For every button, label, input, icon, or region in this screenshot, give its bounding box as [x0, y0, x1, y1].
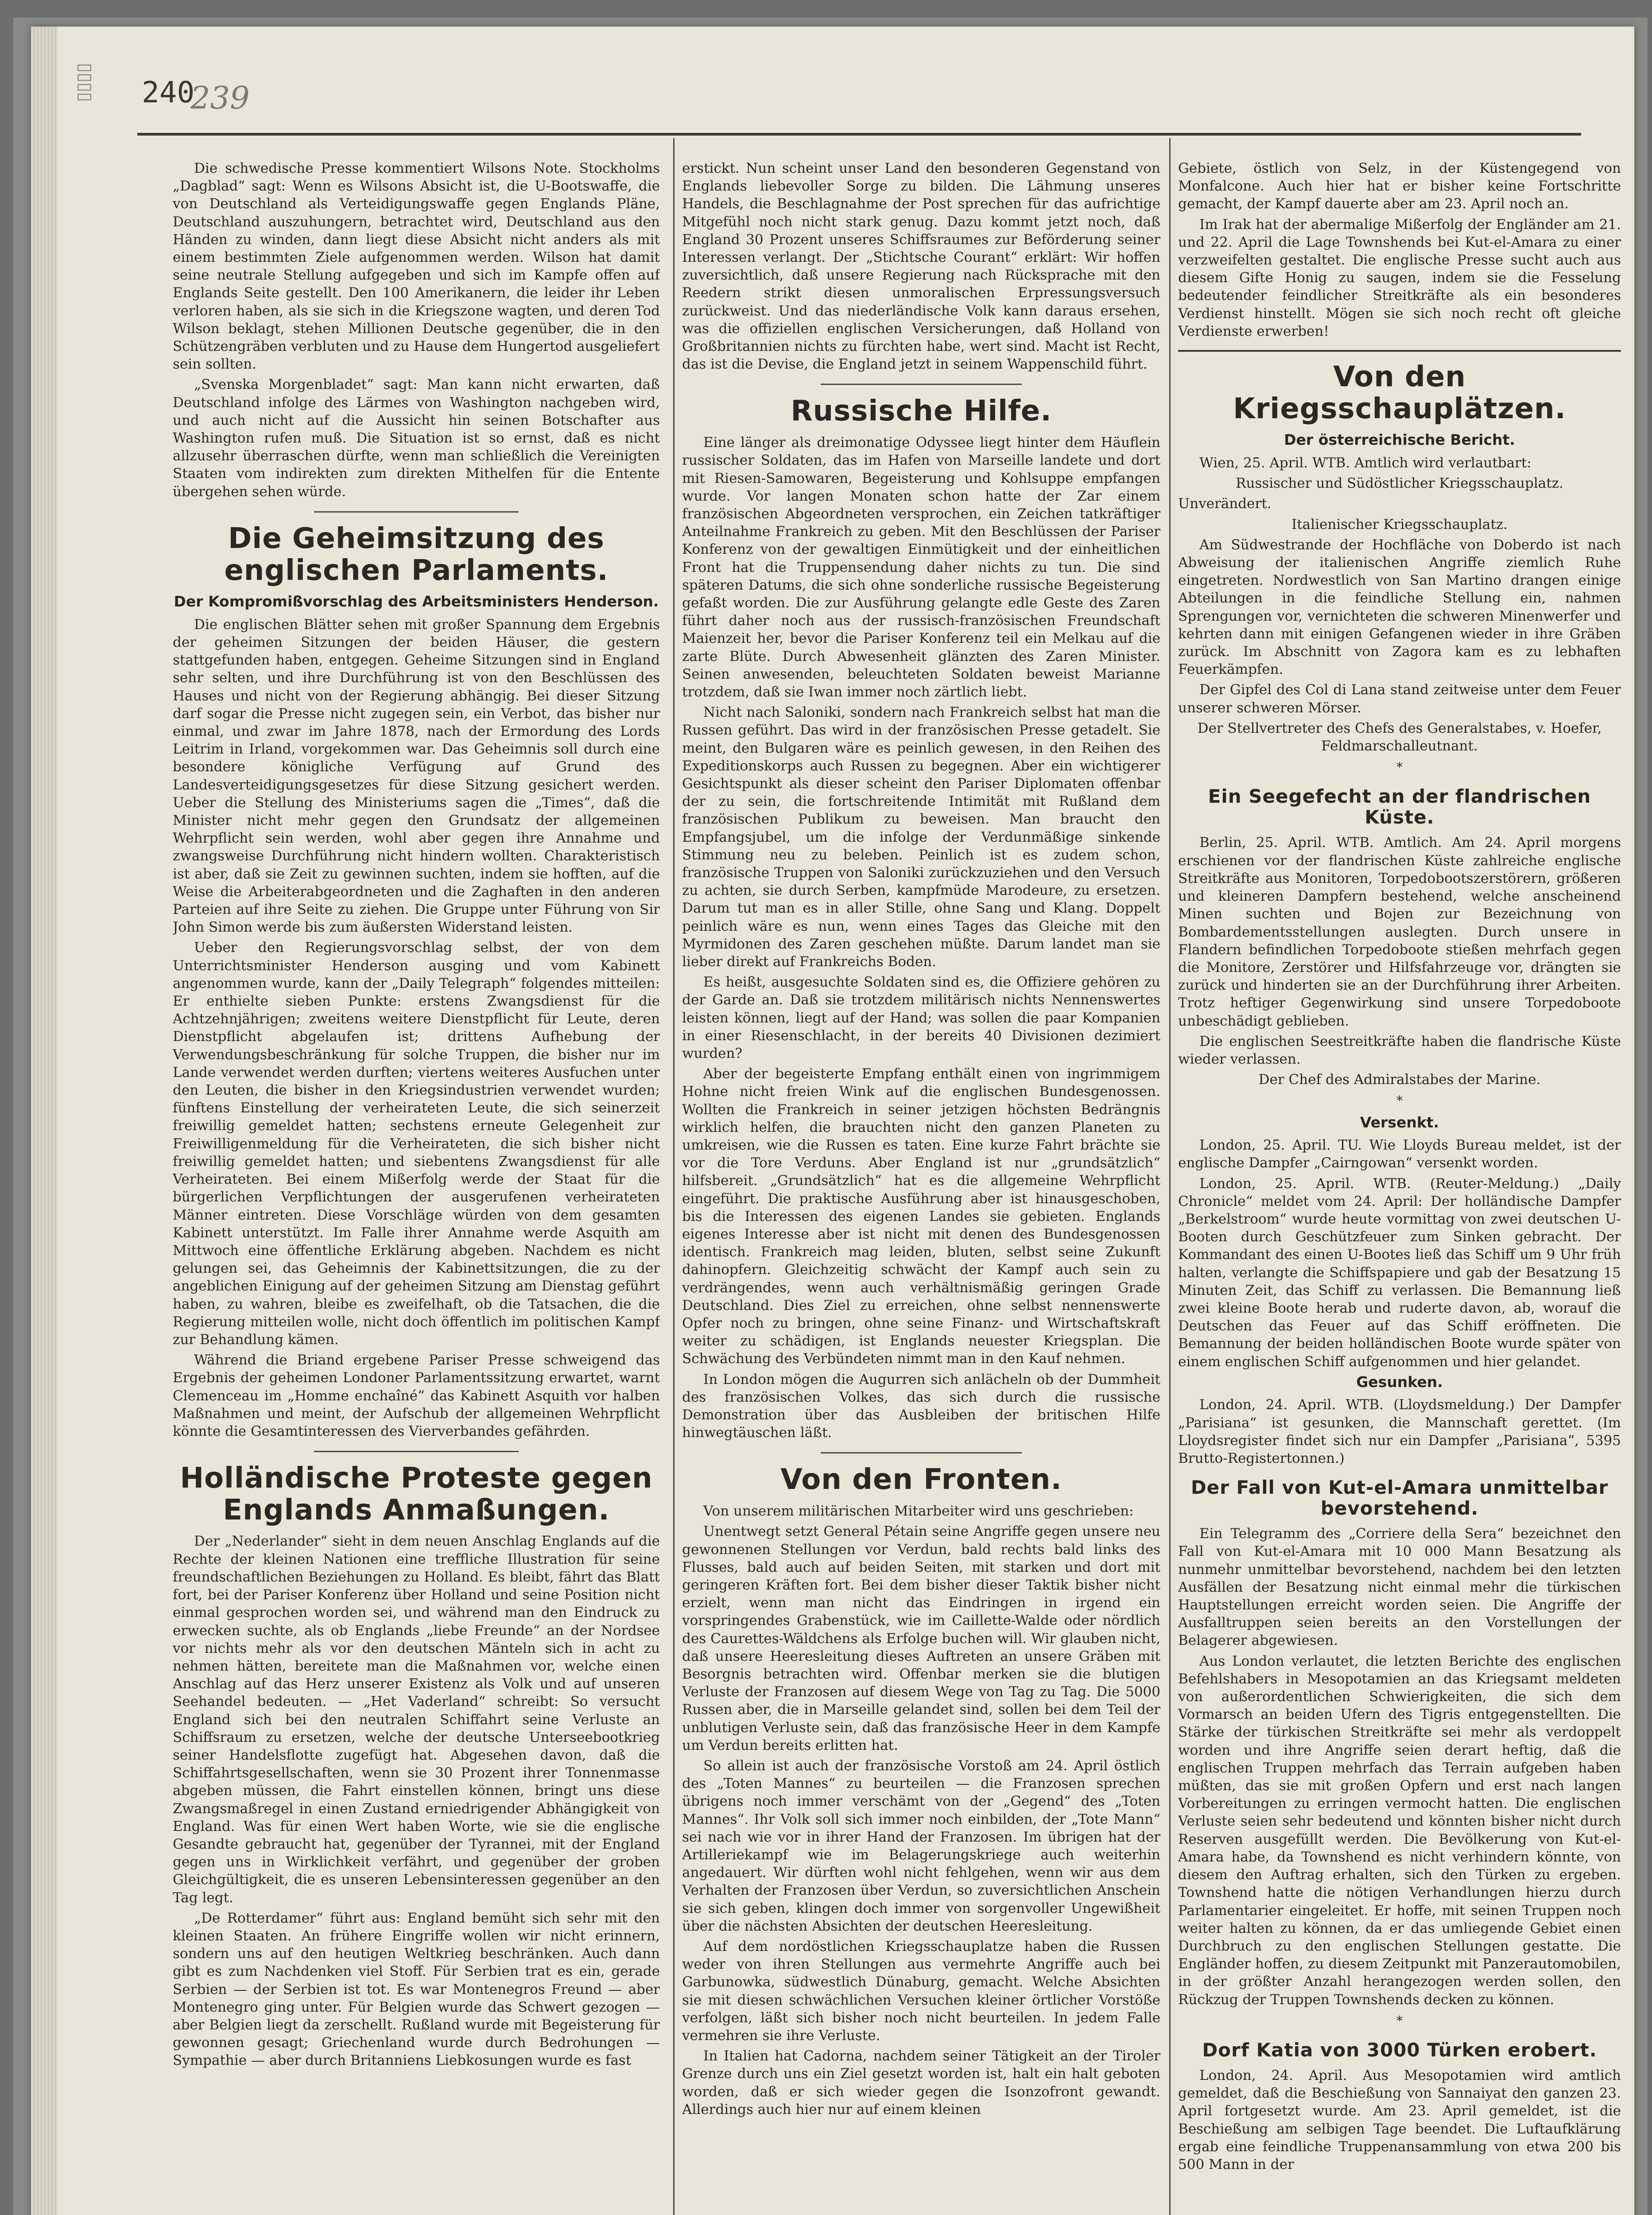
- paragraph: erstickt. Nun scheint unser Land den besonderen Gegenstand von Englands liebevoller Sorge zu bilden. Die Lähmung unseres Handels, die Beschlagnahme der Post sprechen für das aufrichtige Mitgefühl noch nicht stark genug. Dazu kommt jetzt noch, daß England 30 Prozent unseres Schiffsraumes zur Beförderung seiner Interessen verlangt. Der „Stichtsche Courant“ erklärt: Wir hoffen zuversichtlich, daß unsere Regierung nach Rücksprache mit den Reedern strikt diesen unmoralischen Erpressungsversuch zurückweist. Und das niederländische Volk kann daraus ersehen, was die offiziellen englischen Versicherungen, daß Holland von Großbritannien nichts zu fürchten habe, wert sind. Macht ist Recht, das ist die Devise, die England jetzt in seinem Wappenschild führt.: [682, 160, 1160, 373]
- paragraph: Eine länger als dreimonatige Odyssee liegt hinter dem Häuflein russischer Soldaten, das im Hafen von Marseille landete und dort mit Riesen-Samowaren, Begeisterung und Kohlsuppe empfangen wurde. Vor langen Monaten schon hatte der Zar einem französischen Abgeordneten versprochen, ein Zeichen tatkräftiger Anteilnahme Frankreich zu geben. Mit den Beschlüssen der Pariser Konferenz von der gewaltigen Einmütigkeit und der einheitlichen Front hat die Truppensendung daher nichts zu tun. Die sind späteren Datums, die sich ohne sonderliche russische Begeisterung gefaßt worden. Die zur Ausführung gelangte edle Geste des Zaren führt daher noch aus der russisch-französischen Freundschaft Maienzeit her, bevor die Pariser Konferenz teil ein Melkau auf die zarte Blüte. Durch Abwesenheit glänzten des Zaren Minister. Seinen anwesenden, beleuchteten Soldaten beweist Marianne trotzdem, daß sie Iwan immer noch zärtlich liebt.: [682, 435, 1160, 700]
- signature: Der Chef des Admiralstabes der Marine.: [1258, 1072, 1541, 1088]
- paragraph: Unentwegt setzt General Pétain seine Angriffe gegen unsere neu gewonnenen Stellungen vor Verdun, bald rechts bald links des Flusses, bald auch auf beiden Seiten, mit starken und dort mit geringeren Kräften fort. Bei dem bisher dieser Taktik bisher nicht erzielt, wenn man nicht das Eindringen in irgend ein vorspringendes Grabenstück, wie im Caillette-Walde oder nördlich des Caurettes-Wäldchens als Erfolge buchen will. Wir glauben nicht, daß unsere Heeresleitung dieses Auftreten an unsere Gräben mit Besorgnis betrachten wird. Offenbar merken sie die blutigen Verluste der Franzosen auf diesem Wege von Tag zu Tag. Die 5000 Russen aber, die in Marseille gelandet sind, sollen bei dem Teil der unblutigen Verluste sein, daß das französische Heer in dem Kampfe um Verdun bereits erlitten hat.: [682, 1523, 1160, 1753]
- paragraph: Aus London verlautet, die letzten Berichte des englischen Befehlshabers in Mesopotamien an das Kriegsamt meldeten von außerordentlichen Schwierigkeiten, die sich dem Vormarsch an beiden Ufern des Tigris entgegenstellten. Die Stärke der türkischen Streitkräfte sei mehr als verdoppelt worden und ihre Angriffe seien derart heftig, daß die englischen Truppen mehrfach das Terrain aufgeben haben müßten, das sie mit großen Opfern und erst nach langen Vorbereitungen zu erringen vermocht hatten. Die englischen Verluste seien sehr bedeutend und könnten bisher nicht durch Reserven ausgefüllt werden. Die Bevölkerung von Kut-el-Amara habe, da Townshend es nicht verhindern könnte, von diesem den Auftrag erhalten, sich den Türken zu ergeben. Townshend hatte die nötigen Verhandlungen hierzu durch Parlamentarier eingeleitet. Er hoffe, mit seinen Truppen noch weiter halten zu können, da er das umliegende Gebiet einen Durchbruch zu den englischen Stellungen gestatte. Die Engländer hoffen, zu diesem Zeitpunkt mit Panzerautomobilen, in der größter Anzahl herangezogen werden sollen, den Rückzug der Truppen Townshends decken zu können.: [1178, 1653, 1621, 2008]
- paragraph: Am Südwestrande der Hochfläche von Doberdo ist nach Abweisung der italienischen Angriffe ziemlich Ruhe eingetreten. Nordwestlich von San Martino drangen einige Abteilungen in die feindliche Stellung ein, nahmen Sprengungen vor, vernichteten die schweren Minenwerfer und kehrten dann mit einigen Gefangenen wieder in ihre Gräben zurück. Im Abschnitt von Zagora kam es zu lebhaften Feuerkämpfen.: [1178, 536, 1621, 678]
- paragraph: „Svenska Morgenbladet“ sagt: Man kann nicht erwarten, daß Deutschland infolge des Lärmes von Washington nachgeben wird, und auch nicht auf die Aussicht hin seinen Botschafter aus Washington rufen muß. Die Situation ist so ernst, daß es nicht allzusehr überraschen dürfte, wenn man schließlich die Vereinigten Staaten vom indirekten zum direkten Mithelfen für die Entente übergehen sehen würde.: [173, 377, 660, 500]
- paragraph: Der Gipfel des Col di Lana stand zeitweise unter dem Feuer unserer schweren Mörser.: [1178, 682, 1621, 716]
- column-3: [1178, 159, 1621, 2215]
- subheadline: Der Kompromißvorschlag des Arbeitsministers Henderson.: [174, 593, 659, 610]
- headline: Der Fall von Kut-el-Amara unmittelbar bevorstehend.: [1191, 1477, 1609, 1519]
- separator: [821, 384, 1022, 385]
- library-stamp: ▯▯▯▯: [73, 62, 93, 102]
- paragraph: London, 24. April. WTB. (Lloydsmeldung.) Der Dampfer „Parisiana“ ist gesunken, die Mannschaft gerettet. (Im Lloydsregister findet sich nur ein Dampfer „Parisiana“, 5395 Brutto-Registertonnen.): [1178, 1397, 1621, 1466]
- column-rule: [1169, 138, 1171, 2215]
- paragraph: Unverändert.: [1178, 496, 1272, 512]
- paragraph: Der „Nederlander“ sieht in dem neuen Anschlag Englands auf die Rechte der kleinen Nationen eine treffliche Illustration für seine freundschaftlichen Beziehungen zu Holland. Es bleibt, fährt das Blatt fort, bei der Pariser Konferenz über Holland und seine Position nicht einmal gesprochen worden sei, und während man den Eindruck zu erwecken suchte, als ob Englands „liebe Freunde“ an der Nordsee vor nichts mehr als vor den deutschen Mänteln sich in acht zu nehmen hätten, bereitete man die Maßnahmen vor, welche einen Anschlag auf das Herz unserer Existenz als Volk und auf unseren Seehandel bedeuten. — „Het Vaderland“ schreibt: So versucht England sich bei den neutralen Schiffahrt seine Verluste an Schiffsraum zu ersetzen, welche der deutsche Unterseebootkrieg seiner Handelsflotte zugefügt hat. Abgesehen davon, daß die Schiffahrtsgesellschaften, wenn sie 30 Prozent ihrer Tonnenmasse abgeben müssen, die Fahrt einstellen können, bringt uns diese Zwangsmaßregel in einen Zustand erniedrigender Abhängigkeit von England. Was für einen Wert haben Worte, wie sie die englische Gesandte gebraucht hat, gegenüber der Tyrannei, mit der England gegen uns in Wirklichkeit verfährt, und gegenüber der groben Gleichgültigkeit, die es unseren Lebensinteressen gegenüber an den Tag legt.: [173, 1533, 660, 1906]
- column-rule: [673, 138, 675, 2215]
- handwritten-page-number: 239: [190, 80, 250, 116]
- subheadline: Versenkt.: [1360, 1113, 1439, 1131]
- star-divider: *: [1396, 760, 1403, 775]
- headline: Die Geheimsitzung des englischen Parlaments.: [224, 522, 609, 587]
- paragraph: Es heißt, ausgesuchte Soldaten sind es, die Offiziere gehören zu der Garde an. Daß sie trotzdem militärisch nichts Nennenswertes leisten können, liegt auf der Hand; was sollen die paar Kompanien in einer Riesenschlacht, in der bereits 40 Divisionen dezimiert wurden?: [682, 974, 1160, 1062]
- paragraph: London, 24. April. Aus Mesopotamien wird amtlich gemeldet, daß die Beschießung von Sannaiyat den ganzen 23. April fortgesetzt wurde. Am 23. April gemeldet, ist die Beschießung am selbigen Tage beendet. Die Luftaufklärung ergab eine feindliche Truppenansammlung von etwa 200 bis 500 Mann in der: [1178, 2067, 1621, 2172]
- paragraph: Berlin, 25. April. WTB. Amtlich. Am 24. April morgens erschienen vor der flandrischen Küste zahlreiche englische Streitkräfte aus Monitoren, Torpedobootszerstörern, größeren und kleineren Dampfern bestehend, welche anscheinend Minen suchten und Bojen zur Bezeichnung von Bombardementsstellungen auslegten. Durch unsere in Flandern befindlichen Torpedoboote stießen mehrfach gegen die Monitore, Zerstörer und Hilfsfahrzeuge vor, drängten sie zurück und hinderten sie an der Durchführung ihrer Arbeiten. Trotz heftiger Gegenwirkung sind unsere Torpedoboote unbeschädigt geblieben.: [1178, 835, 1621, 1029]
- headline: Russische Hilfe.: [791, 395, 1052, 428]
- paragraph: London, 25. April. WTB. (Reuter-Meldung.) „Daily Chronicle“ meldet vom 24. April: Der holländische Dampfer „Berkelstroom“ wurde heute vormittag von zwei deutschen U-Booten durch Geschützfeuer zum Sinken gebracht. Der Kommandant des einen U-Bootes ließ das Schiff um 9 Uhr früh halten, verlangte die Schiffspapiere und gab der Besatzung 15 Minuten Zeit, das Schiff zu verlassen. Die Bemannung ließ zwei kleine Boote herab und ruderte davon, ab, worauf die Deutschen das Feuer auf das Schiff eröffneten. Die Bemannung der beiden holländischen Boote wurde später von einem englischen Schiff aufgenommen und hier gelandet.: [1178, 1175, 1621, 1370]
- paragraph: Gebiete, östlich von Selz, in der Küstengegend von Monfalcone. Auch hier hat er bisher keine Fortschritte gemacht, der Kampf dauerte aber am 23. April noch an.: [1178, 160, 1621, 212]
- paragraph: Die englischen Blätter sehen mit großer Spannung dem Ergebnis der geheimen Sitzungen der beiden Häuser, die gestern stattgefunden haben, entgegen. Geheime Sitzungen sind in England sehr selten, und ihre Durchführung ist von den Beschlüssen des Hauses und nicht von der Regierung abhängig. Bei dieser Sitzung darf sogar die Presse nicht zugegen sein, ein Verbot, das bisher nur einmal, und zwar im Jahre 1878, nach der Ermordung des Lords Leitrim in Irland, vorgekommen war. Das Geheimnis soll durch eine besondere königliche Verfügung auf Grund des Landesverteidigungsgesetzes für diese Sitzung gesichert werden. Ueber die Stellung des Ministeriums sagen die „Times“, daß die Minister nicht mehr gegen den Grundsatz der allgemeinen Wehrpflicht sein werden, wohl aber gegen ihre Annahme und zwangsweise Durchführung nicht hindern wollten. Charakteristisch ist aber, daß sie Zeit zu gewinnen suchten, indem sie hofften, auf die Weise die Arbeiterabgeordneten und die Zaghaften in den anderen Parteien auf ihre Seite zu ziehen. Die Gruppe unter Führung von Sir John Simon werde bis zum äußersten Widerstand leisten.: [173, 616, 660, 936]
- subheadline: Gesunken.: [1356, 1373, 1443, 1391]
- page-number: 240: [142, 75, 195, 109]
- paragraph: Während die Briand ergebene Pariser Presse schweigend das Ergebnis der geheimen Londoner Parlamentssitzung erwartet, warnt Clemenceau im „Homme enchaîné“ das Kabinett Asquith vor halben Maßnahmen und meint, der Aufschub der allgemeinen Wehrpflicht könnte die Gesamtinteressen des Vierverbandes gefährden.: [173, 1352, 660, 1439]
- paragraph: „De Rotterdamer“ führt aus: England bemüht sich sehr mit den kleinen Staaten. An frühere Eingriffe wollen wir nicht erinnern, sondern uns auf den heutigen Weltkrieg beschränken. Auch dann gibt es zum Nachdenken viel Stoff. Für Serbien trat es ein, gerade Serbien — der Serbien ist tot. Es war Montenegros Freund — aber Montenegro ging unter. Für Belgien wurde das Schwert gezogen — aber Belgien liegt da zerschellt. Rußland wurde mit Begeisterung für gewonnen gesagt; Griechenland wurde durch Bedrohungen — Sympathie — aber durch Britanniens Liebkosungen wurde es fast: [173, 1910, 660, 2069]
- paragraph: So allein ist auch der französische Vorstoß am 24. April östlich des „Toten Mannes“ zu beurteilen — die Franzosen sprechen übrigens noch immer verschämt von der „Gegend“ des „Toten Mannes“. Ihr Volk soll sich immer noch einbilden, der „Tote Mann“ sei nach wie vor in ihrer Hand der Franzosen. Im übrigen hat der Artilleriekampf wie im Belagerungskriege auch weiterhin angedauert. Wir dürften wohl nicht fehlgehen, wenn wir aus dem Verhalten der Franzosen über Verdun, so zuversichtlichen Anschein sie sich geben, klingen doch immer von sorgenvoller Ungewißheit über die nächsten Absichten der deutschen Heeresleitung.: [682, 1758, 1160, 1934]
- separator: [314, 1451, 519, 1452]
- paragraph: Im Irak hat der abermalige Mißerfolg der Engländer am 21. und 22. April die Lage Townshends bei Kut-el-Amara zu einer verzweifelten gestaltet. Die englische Presse sucht auch aus diesem Gifte Honig zu saugen, indem sie die Fesselung bedeutender feindlicher Streitkräfte als ein besonderes Verdienst hinstellt. Mögen sie sich noch recht oft gleiche Verdienste erwerben!: [1178, 216, 1621, 339]
- paragraph: London, 25. April. TU. Wie Lloyds Bureau meldet, ist der englische Dampfer „Cairngowan“ versenkt worden.: [1178, 1137, 1621, 1171]
- header-rule: [137, 133, 1581, 136]
- subheadline: Der österreichische Bericht.: [1284, 431, 1515, 449]
- paragraph: Ein Telegramm des „Corriere della Sera“ bezeichnet den Fall von Kut-el-Amara mit 10 000 Mann Besatzung als nunmehr unmittelbar bevorstehend, nachdem bei den letzten Ausfällen der Besatzung nicht einmal mehr die türkischen Hauptstellungen erreicht worden seien. Die Angriffe der Ausfalltruppen seien bereits an den Vorstellungen der Belagerer abgewiesen.: [1178, 1526, 1621, 1649]
- star-divider: *: [1396, 1093, 1403, 1108]
- dateline: Wien, 25. April. WTB. Amtlich wird verlautbart:: [1199, 455, 1532, 471]
- section-label: Italienischer Kriegsschauplatz.: [1291, 516, 1508, 532]
- headline: Ein Seegefecht an der flandrischen Küste.: [1208, 785, 1591, 828]
- section-rule: [1178, 350, 1621, 352]
- paragraph: Nicht nach Saloniki, sondern nach Frankreich selbst hat man die Russen geführt. Das wird in der französischen Presse getadelt. Sie meint, den Bulgaren wäre es peinlich gewesen, in den Reihen des Expeditionskorps auch Russen zu begegnen. Aber ein wichtigerer Gesichtspunkt als dieser scheint den Pariser Diplomaten offenbar der zu sein, die fortschreitende Intimität mit Rußland dem französischen Publikum zu beweisen. Man braucht den Empfangsjubel, um die infolge der Verdunmäßige sinkende Stimmung neu zu beleben. Peinlich ist es zudem schon, französische Truppen von Saloniki zurückzuziehen und den Versuch zu achten, sie durch Serben, kampfmüde Marodeure, zu ersetzen. Darum tut man es in aller Stille, ohne Sang und Klang. Doppelt peinlich wäre es nun, wenn eines Tages das Gleiche mit den Myrmidonen des Zaren geschehen müßte. Darum landet man sie lieber direkt auf Frankreichs Boden.: [682, 704, 1160, 970]
- paragraph: Aber der begeisterte Empfang enthält einen von ingrimmigem Hohne nicht freien Wink auf die englischen Bundesgenossen. Wollten die Frankreich in seiner jetzigen höchsten Bedrängnis wirklich helfen, die brauchten nicht den ganzen Planeten zu umkreisen, wie die Russen es taten. Eine kurze Fahrt brächte sie vor die Tore Verduns. Aber England ist nur „grundsätzlich“ hilfsbereit. „Grundsätzlich“ hat es die allgemeine Wehrpflicht eingeführt. Die praktische Ausführung aber ist hinausgeschoben, bis die Interessen des eigenen Landes sie gebieten. Englands eigenes Interesse aber ist nicht mit denen des Bundesgenossen identisch. Frankreich mag leiden, bluten, selbst seine Zukunft dahinopfern. Gleichzeitig schwächt der Kampf auch sein zu verdrängendes, wenn auch verhältnismäßig geringen Grade Deutschland. Dies Ziel zu erreichen, ohne selbst nennenswerte Opfer noch zu bringen, ohne seine Finanz- und Wirtschaftskraft weiter zu schädigen, ist Englands neuester Kriegsplan. Die Schwächung des Verbündeten nimmt man in den Kauf nehmen.: [682, 1066, 1160, 1367]
- headline: Von den Fronten.: [780, 1463, 1062, 1496]
- headline: Dorf Katia von 3000 Türken erobert.: [1202, 2039, 1597, 2061]
- signature: Der Stellvertreter des Chefs des Generalstabes, v. Hoefer, Feldmarschalleutnant.: [1197, 720, 1602, 754]
- paragraph: Ueber den Regierungsvorschlag selbst, der von dem Unterrichtsminister Henderson ausging und vom Kabinett angenommen wurde, kann der „Daily Telegraph“ folgendes mitteilen: Er enthielte sieben Punkte: erstens Zwangsdienst für die Achtzehnjährigen; zweitens weitere Dienstpflicht für Leute, deren Dienstpflicht abgelaufen ist; drittens Aufhebung der Verwendungsbeschränkung für solche Truppen, die bisher nur im Lande verwendet werden durften; viertens weiteres Ausfuchen unter den Leuten, die bisher in den Kriegsindustrien verwendet wurden; fünftens Einstellung der verheirateten Leute, die sich seinerzeit freiwillig gemeldet hatten; sechstens erneute Gelegenheit zur Freiwilligenmeldung für die Verheirateten, die sich bisher nicht freiwillig gemeldet hatten; und siebentens Zwangsdienst für alle Verheirateten. Bei einem Mißerfolg werde der Staat für die bürgerlichen Verpflichtungen der ausgerufenen verheirateten Männer eintreten. Diese Vorschläge würden von dem gesamten Kabinett unterstützt. Im Falle ihrer Annahme werde Asquith am Mittwoch eine öffentliche Erklärung abgeben. Nachdem es nicht gelungen sei, das Geheimnis der Kabinettsitzungen, die zu der angeblichen Einigung auf der geheimen Sitzung am Dienstag geführt haben, zu wahren, bleibe es zweifelhaft, ob die Tatsachen, die die Regierung mitteilen wolle, nicht doch öffentlich im politischen Kampf zur Behandlung kämen.: [173, 940, 660, 1348]
- paragraph: Die englischen Seestreitkräfte haben die flandrische Küste wieder verlassen.: [1178, 1033, 1621, 1067]
- newspaper-page: [31, 27, 1634, 2215]
- headline: Holländische Proteste gegen Englands Anmaßungen.: [180, 1462, 653, 1527]
- separator: [314, 511, 519, 513]
- column-2: [682, 159, 1160, 2215]
- binding-edge: [31, 27, 58, 2215]
- paragraph: Die schwedische Presse kommentiert Wilsons Note. Stockholms „Dagblad“ sagt: Wenn es Wilsons Absicht ist, die U-Bootswaffe, die von Deutschland als Verteidigungswaffe gegen Englands Pläne, Deutschland auszuhungern, betrachtet wird, Deutschland aus den Händen zu winden, dann liegt diese Absicht nicht anders als mit einem bestimmten Ziele aufgenommen werden. Wilson hat damit seine neutrale Stellung aufgegeben und sich im Kampfe offen auf Englands Seite gestellt. Den 100 Amerikanern, die leider ihr Leben verloren haben, als sie sich in die Kriegszone wagten, und deren Tod Wilson beklagt, stehen Millionen Deutsche gegenüber, die in den Schützengräben verbluten und zu Hause dem Hungertod ausgeliefert sein sollten.: [173, 160, 660, 373]
- paragraph: Auf dem nordöstlichen Kriegsschauplatze haben die Russen weder von ihren Stellungen aus vermehrte Angriffe auch bei Garbunowka, südwestlich Dünaburg, gemacht. Welche Absichten sie mit diesen schwächlichen Versuchen kleiner örtlicher Vorstöße verfolgen, läßt sich bisher noch nicht beurteilen. In jedem Falle vermehren sie ihre Verluste.: [682, 1939, 1160, 2044]
- column-1: [173, 159, 660, 2215]
- separator: [821, 1452, 1022, 1453]
- paragraph: In Italien hat Cadorna, nachdem seiner Tätigkeit an der Tiroler Grenze durch uns ein Ziel gesetzt worden ist, halt ein halt geboten worden, daß er sich wieder gegen die Isonzofront gewandt. Allerdings auch hier nur auf einem kleinen: [682, 2048, 1160, 2118]
- paragraph: In London mögen die Augurren sich anlächeln ob der Dummheit des französischen Volkes, das sich durch die russische Demonstration über das Ausbleiben der britischen Hilfe hinwegtäuschen läßt.: [682, 1371, 1160, 1441]
- section-label: Russischer und Südöstlicher Kriegsschauplatz.: [1236, 475, 1563, 492]
- star-divider: *: [1396, 2013, 1403, 2028]
- headline: Von den Kriegsschauplätzen.: [1233, 361, 1566, 425]
- byline: Von unserem militärischen Mitarbeiter wird uns geschrieben:: [703, 1503, 1134, 1519]
